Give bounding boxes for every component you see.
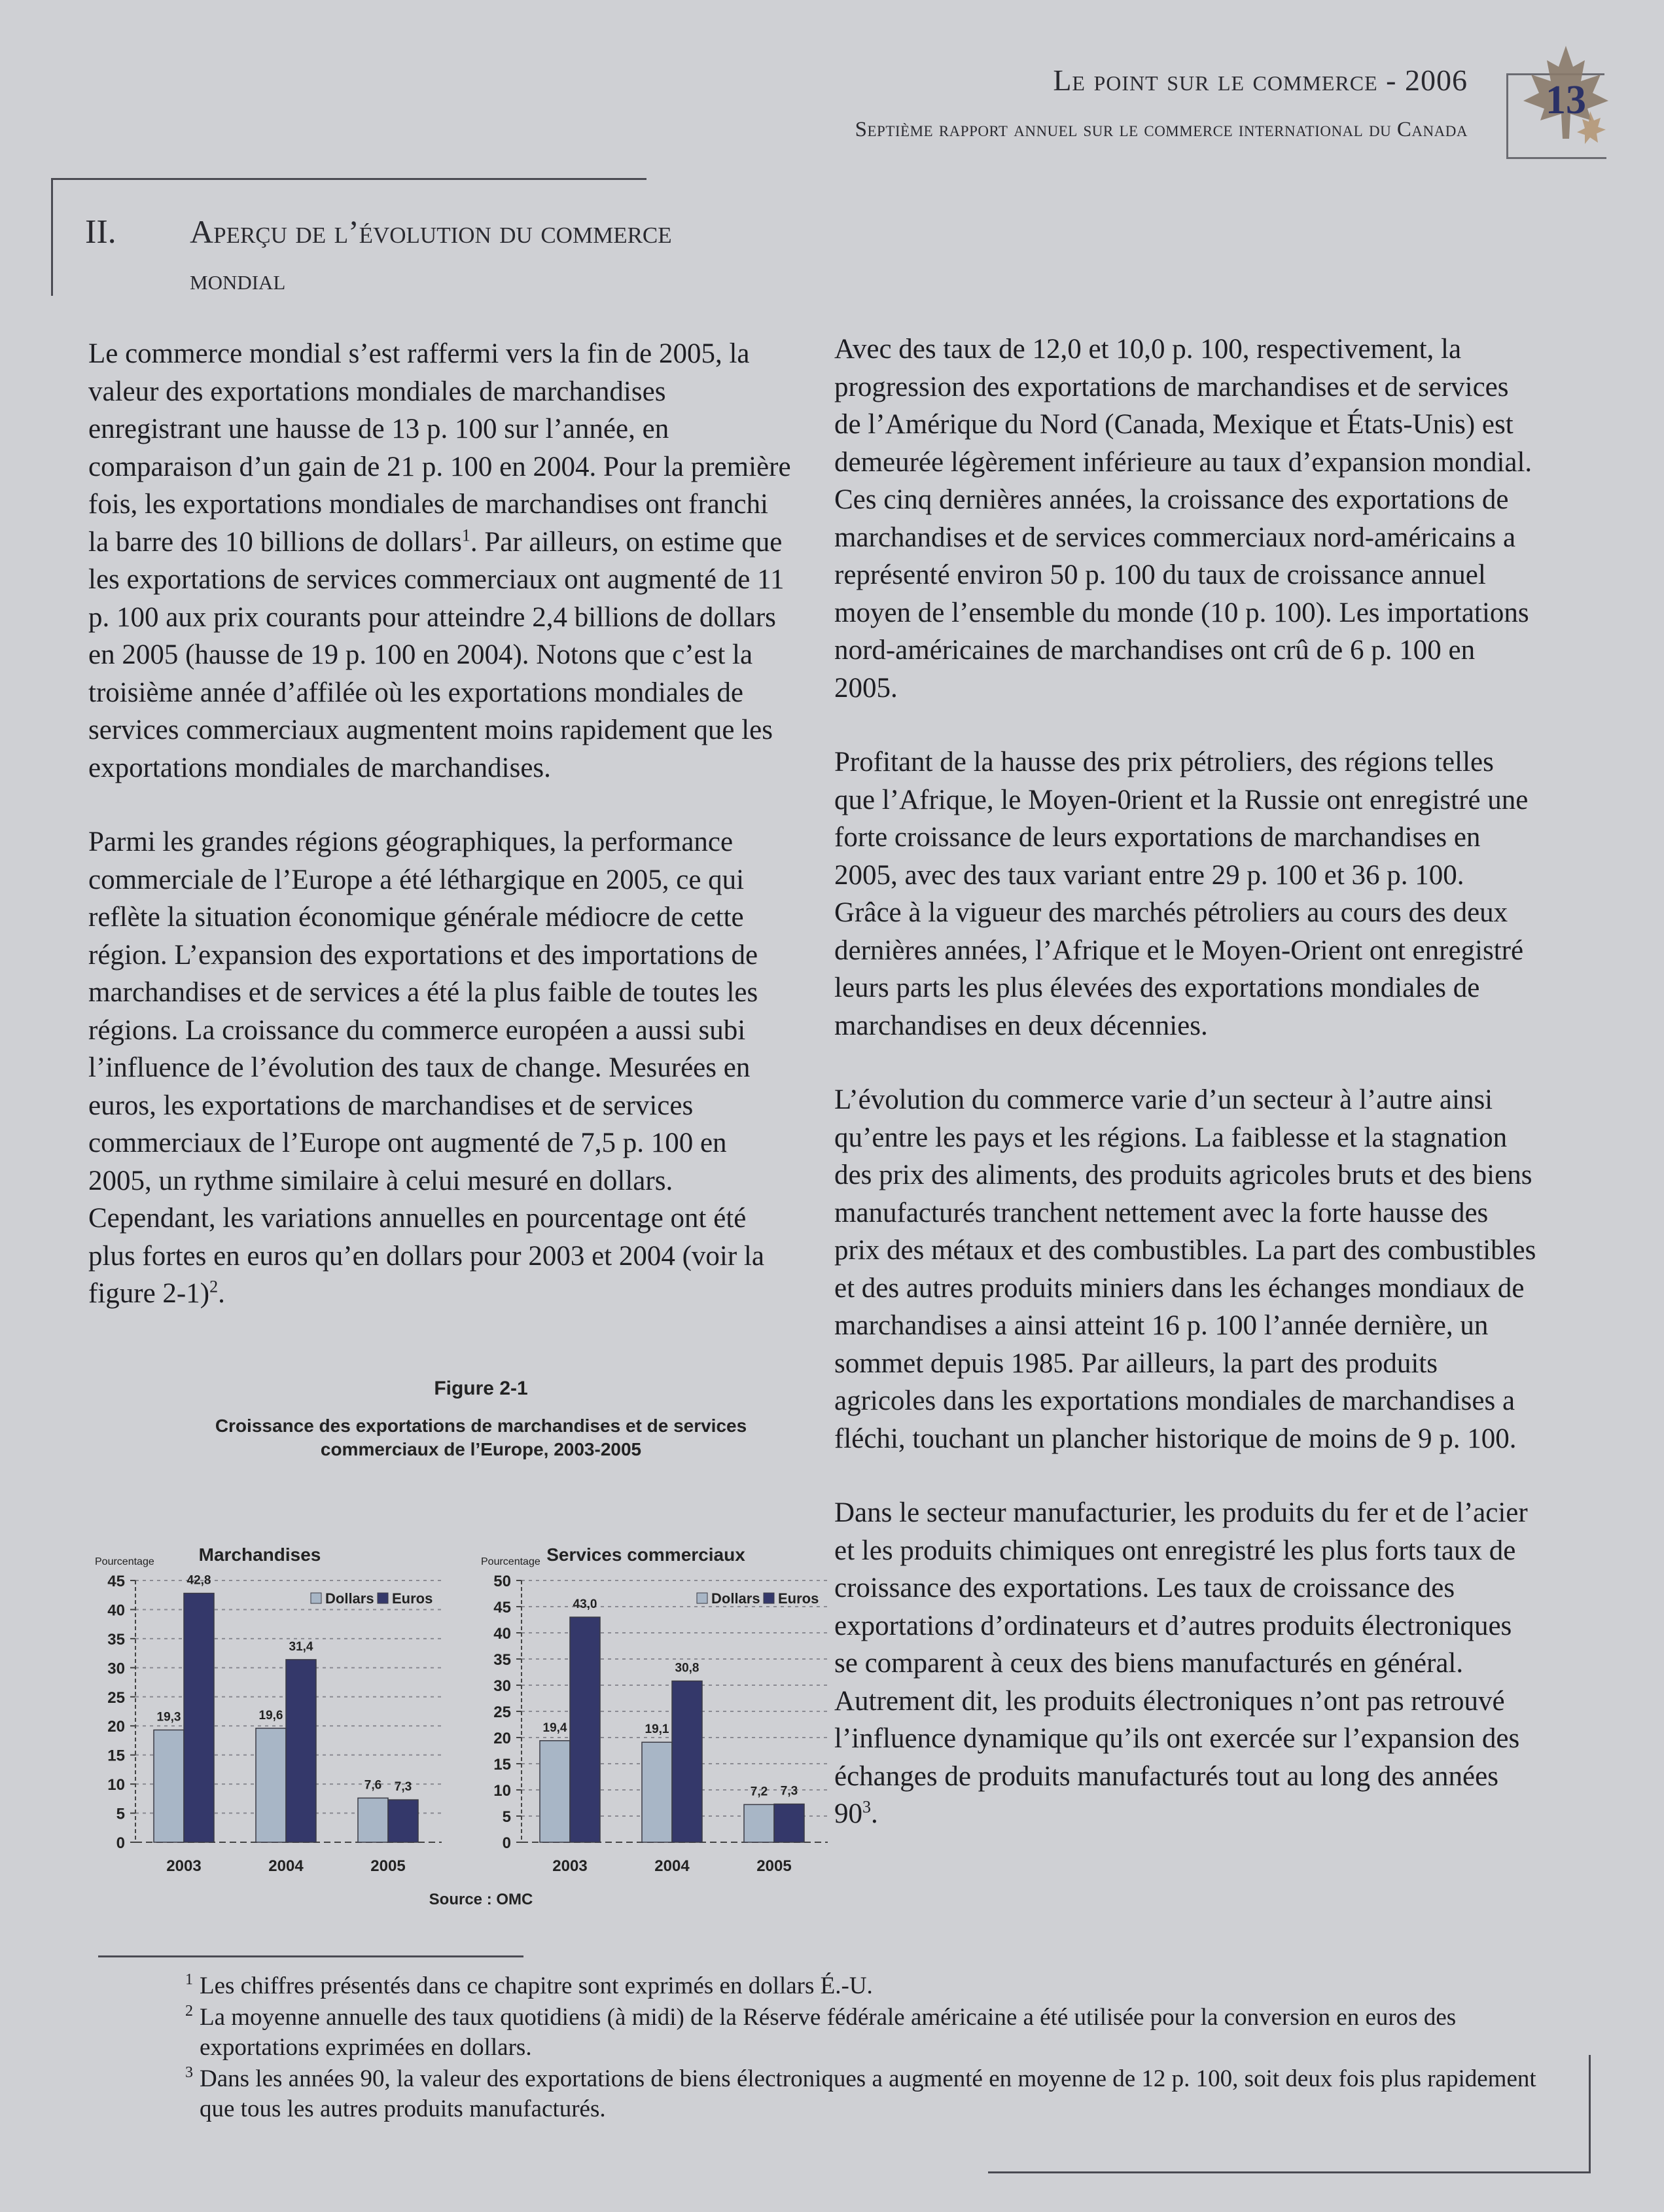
x-tick-label: 2004 (654, 1857, 690, 1875)
figure-label: Figure 2-1 (434, 1378, 528, 1399)
data-label: 19,3 (156, 1710, 181, 1724)
figure-title-line1: Croissance des exportations de marchandises et de services (215, 1416, 747, 1436)
figure-2-1 (88, 1371, 874, 1921)
data-label: 7,2 (750, 1785, 768, 1799)
y-tick-label: 0 (116, 1834, 125, 1852)
section-number: II. (85, 213, 116, 251)
data-label: 30,8 (675, 1661, 699, 1675)
y-tick-label: 50 (493, 1573, 511, 1590)
y-tick-label: 30 (107, 1660, 125, 1678)
legend-label: Euros (778, 1590, 819, 1607)
data-label: 42,8 (186, 1573, 211, 1588)
bar-dollars (358, 1798, 388, 1842)
footnote-ref: 1 (461, 526, 470, 545)
y-tick-label: 20 (107, 1718, 125, 1736)
y-tick-label: 30 (493, 1677, 511, 1695)
figure-title-line2: commerciaux de l’Europe, 2003-2005 (320, 1439, 642, 1459)
bar-euros (570, 1617, 600, 1842)
paragraph (88, 823, 792, 1313)
bar-euros (672, 1681, 702, 1842)
footnote-mark: 3 (185, 2064, 193, 2081)
section-title-line1: Aperçu de l’évolution du commerce (190, 213, 672, 250)
legend-swatch-dollars (697, 1593, 707, 1603)
chart-title: Services commerciaux (546, 1544, 745, 1565)
paragraph-text: Le commerce mondial s’est raffermi vers la fin de 2005, la valeur des exportations mondiales de marchandises enregistrant une hausse de 13 p. 100 sur l’année, en comparaison d’un gain de 21 p. 100 en 2004. Pour la première fois, les exportations mondiales de marchandises ont franchi la barre des 10 billions de dollars (88, 338, 791, 558)
bar-euros (286, 1660, 316, 1842)
legend-swatch-euros (764, 1593, 774, 1603)
y-tick-label: 0 (502, 1834, 511, 1852)
figure-charts (88, 1469, 874, 1921)
paragraph-text: Dans le secteur manufacturier, les produits du fer et de l’acier et les produits chimiques ont enregistré les plus forts taux de croissance des exportations. Les taux de croissance des exportations d’ordinateurs et d’autres produits électroniques se comparent à ceux des biens manufacturés en général. Autrement dit, les produits électroniques n’ont pas retrouvé l’influence dynamique qu’ils ont exercée sur l’expansion des échanges de produits manufacturés tout au long des années 90 (834, 1497, 1528, 1829)
legend-swatch-euros (378, 1593, 388, 1603)
y-tick-label: 40 (493, 1625, 511, 1643)
paragraph-text: Parmi les grandes régions géographiques, la performance commerciale de l’Europe a été léthargique en 2005, ce qui reflète la situation économique générale médiocre de cette région. L’expansion des exportations et des importations de marchandises et de services a été la plus faible de toutes les régions. La croissance du commerce européen a aussi subi l’influence de l’évolution des taux de change. Mesurées en euros, les exportations de marchandises et de services commerciaux de l’Europe ont augmenté de 7,5 p. 100 en 2005, un rythme similaire à celui mesuré en dollars. Cependant, les variations annuelles en pourcentage ont été plus fortes en euros qu’en dollars pour 2003 et 2004 (voir la figure 2-1) (88, 827, 764, 1309)
y-tick-label: 25 (107, 1688, 125, 1707)
paragraph (88, 335, 792, 787)
data-label: 19,4 (542, 1721, 567, 1735)
footnote-2 (185, 2003, 1541, 2063)
running-header-title: Le point sur le commerce - 2006 (1053, 63, 1468, 97)
footnote-mark: 1 (185, 1971, 193, 1988)
data-label: 7,3 (780, 1784, 798, 1798)
section-title-line2: mondial (190, 264, 286, 296)
data-label: 7,3 (394, 1780, 412, 1794)
footnote-ref: 3 (862, 1797, 871, 1817)
footnote-rule (98, 1955, 523, 1957)
footnote-1 (185, 1971, 1541, 2001)
y-tick-label: 5 (116, 1805, 125, 1823)
y-tick-label: 35 (493, 1651, 511, 1669)
data-label: 19,6 (258, 1708, 283, 1722)
x-tick-label: 2005 (756, 1857, 792, 1875)
paragraph (834, 1494, 1538, 1833)
paragraph-text: . (218, 1278, 225, 1309)
y-tick-label: 15 (107, 1747, 125, 1765)
chart-title: Marchandises (198, 1544, 321, 1565)
footnote-3 (185, 2064, 1541, 2124)
x-tick-label: 2003 (166, 1857, 202, 1875)
y-tick-label: 5 (502, 1808, 511, 1826)
data-label: 7,6 (364, 1778, 382, 1793)
paragraph: Profitant de la hausse des prix pétroliers, des régions telles que l’Afrique, le Moyen-0rient et la Russie ont enregistré une forte croissance de leurs exportations de marchandises en 2005, avec des taux variant entre 29 p. 100 et 36 p. 100. Grâce à la vigueur des marchés pétroliers au cours des deux dernières années, l’Afrique et le Moyen-Orient ont enregistré leurs parts les plus élevées des exportations mondiales de marchandises en deux décennies. (834, 747, 1529, 1041)
data-label: 43,0 (573, 1597, 597, 1611)
y-tick-label: 45 (493, 1599, 511, 1616)
y-tick-label: 40 (107, 1601, 125, 1620)
bar-dollars (154, 1730, 184, 1842)
figure-source: Source : OMC (429, 1891, 533, 1908)
footnote-mark: 2 (185, 2003, 193, 2020)
bar-dollars (540, 1741, 570, 1842)
figure-title (88, 1414, 874, 1461)
bar-euros (388, 1800, 418, 1842)
paragraph: Avec des taux de 12,0 et 10,0 p. 100, respectivement, la progression des exportations de marchandises et de services de l’Amérique du Nord (Canada, Mexique et États-Unis) est demeurée légèrement inférieure au taux d’expansion mondial. Ces cinq dernières années, la croissance des exportations de marchandises et de services commerciaux nord-américains a représenté environ 50 p. 100 du taux de croissance annuel moyen de l’ensemble du monde (10 p. 100). Les importations nord-américaines de marchandises ont crû de 6 p. 100 en 2005. (834, 334, 1532, 704)
y-tick-label: 25 (493, 1704, 511, 1721)
y-tick-label: 10 (107, 1776, 125, 1794)
paragraph-text: . Par ailleurs, on estime que les exportations de services commerciaux ont augmenté de 11 p. 100 aux prix courants pour atteindre 2,4 billions de dollars en 2005 (hausse de 19 p. 100 en 2004). Notons que c’est la troisième année d’affilée où les exportations mondiales de services commerciaux augmentent moins rapidement que les exportations mondiales de marchandises. (88, 526, 785, 783)
running-header-subtitle: Septième rapport annuel sur le commerce international du Canada (855, 118, 1468, 141)
legend-label: Dollars (711, 1590, 760, 1607)
legend-label: Euros (392, 1590, 433, 1607)
bar-dollars (744, 1804, 774, 1842)
bar-dollars (642, 1742, 672, 1842)
y-tick-label: 10 (493, 1782, 511, 1800)
bar-dollars (256, 1728, 286, 1842)
footnote-text: Les chiffres présentés dans ce chapitre sont exprimés en dollars É.-U. (200, 1972, 873, 1999)
legend-swatch-dollars (311, 1593, 321, 1603)
x-tick-label: 2003 (552, 1857, 588, 1875)
x-tick-label: 2005 (370, 1857, 406, 1875)
footnote-ref: 2 (209, 1277, 219, 1296)
y-tick-label: 15 (493, 1756, 511, 1774)
y-tick-label: 45 (107, 1573, 125, 1590)
data-label: 31,4 (289, 1639, 313, 1654)
corner-frame-vertical (1589, 2055, 1591, 2173)
footnote-text: Dans les années 90, la valeur des exportations de biens électroniques a augmenté en moyenne de 12 p. 100, soit deux fois plus rapidement que tous les autres produits manufacturés. (200, 2065, 1536, 2122)
data-label: 19,1 (645, 1722, 669, 1737)
bar-euros (774, 1804, 804, 1842)
x-tick-label: 2004 (268, 1857, 304, 1875)
bar-euros (184, 1594, 214, 1842)
y-axis-label: Pourcentage (481, 1556, 540, 1567)
y-tick-label: 35 (107, 1630, 125, 1649)
section-rule-top (51, 178, 646, 180)
y-tick-label: 20 (493, 1730, 511, 1747)
legend-label: Dollars (325, 1590, 374, 1607)
right-column (834, 330, 1538, 1833)
left-column (88, 335, 792, 1313)
y-axis-label: Pourcentage (95, 1556, 154, 1567)
section-rule-left (51, 178, 53, 296)
footnote-text: La moyenne annuelle des taux quotidiens (à midi) de la Réserve fédérale américaine a été utilisée pour la conversion en euros des exportations exprimées en dollars. (200, 2004, 1457, 2061)
corner-frame-horizontal (988, 2171, 1591, 2173)
page-number: 13 (1546, 78, 1586, 122)
paragraph: L’évolution du commerce varie d’un secteur à l’autre ainsi qu’entre les pays et les régions. La faiblesse et la stagnation des prix des aliments, des produits agricoles bruts et des biens manufacturés tranchent nettement avec la forte hausse des prix des métaux et des combustibles. La part des combustibles et des autres produits miniers dans les échanges mondiaux de marchandises a ainsi atteint 16 p. 100 l’année dernière, un sommet depuis 1985. Par ailleurs, la part des produits agricoles dans les exportations mondiales de marchandises a fléchi, touchant un plancher historique de moins de 9 p. 100. (834, 1084, 1536, 1454)
paragraph-text: . (871, 1798, 878, 1829)
